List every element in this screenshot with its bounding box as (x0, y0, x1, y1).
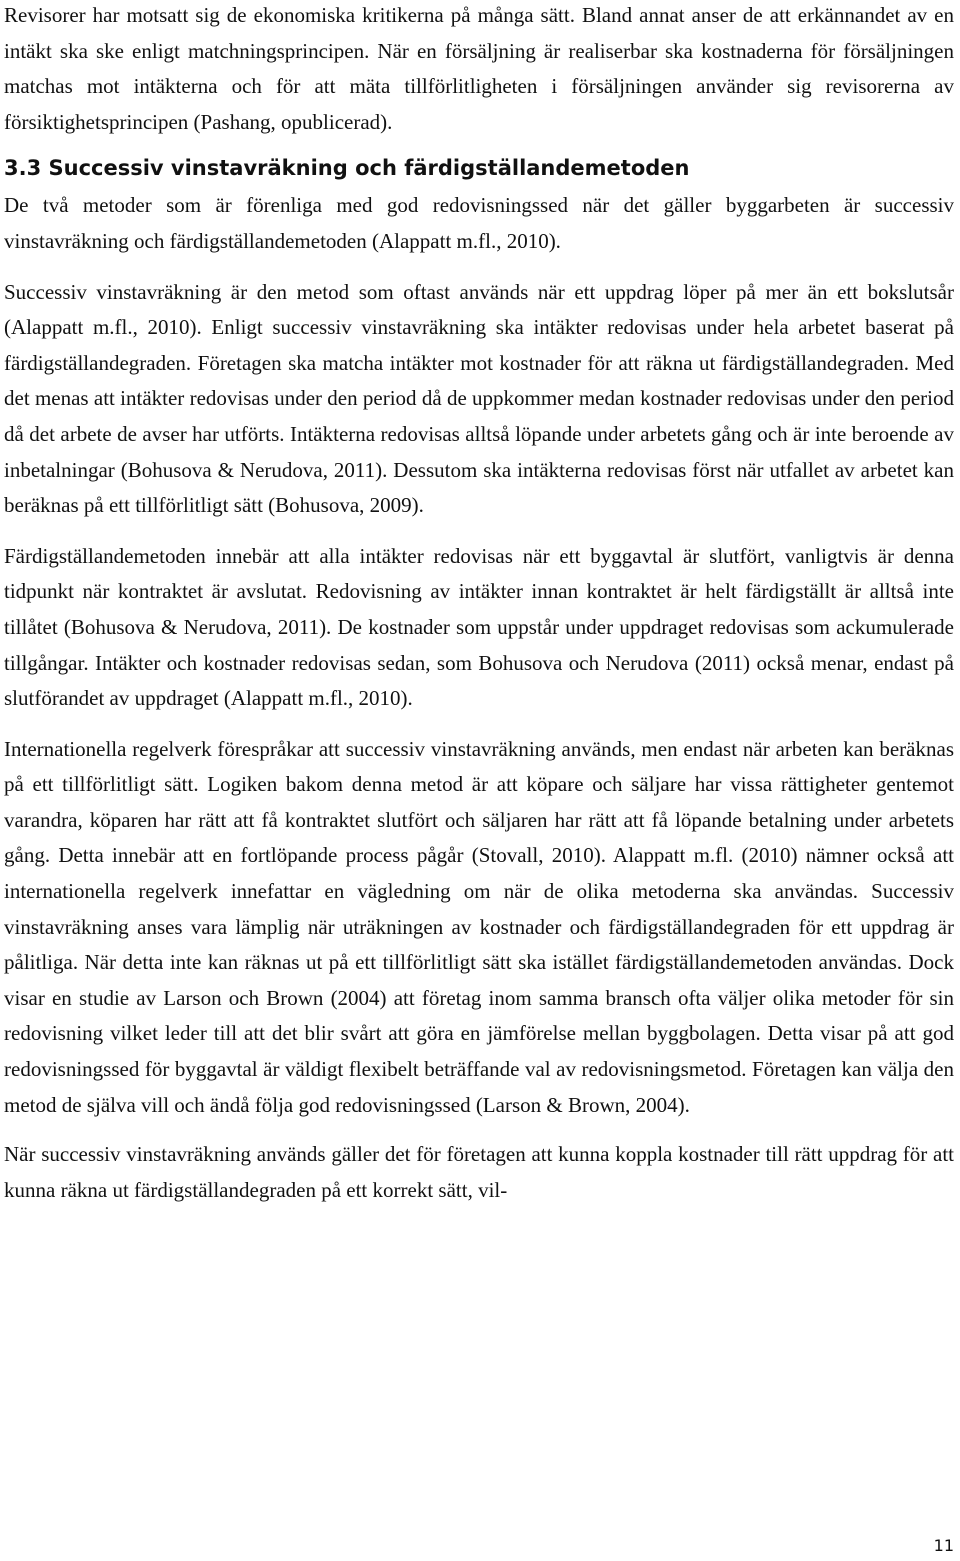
paragraph-intro: Revisorer har motsatt sig de ekonomiska kritikerna på många sätt. Bland annat anser de att erkännandet av en intäkt ska ske enligt matchningsprincipen. När en försäljning är realiserbar ska kostnaderna för försäljningen matchas mot intäkterna och för att mäta tillförlitligheten i försäljningen använder sig revisorerna av försiktighetsprincipen (Pashang, opublicerad). (4, 3, 954, 134)
paragraph-5: När successiv vinstavräkning används gäller det för företagen att kunna koppla kostnader till rätt uppdrag för att kunna räkna ut färdigställandegraden på ett korrekt sätt, vil- (4, 1142, 954, 1202)
paragraph-4: Internationella regelverk förespråkar att successiv vinstavräkning används, men endast när arbeten kan beräknas på ett tillförlitligt sätt. Logiken bakom denna metod är att köpare och säljare har vissa rättigheter gentemot varandra, köparen har rätt att få kontraktet slutfört och säljaren har rätt att få löpande betalning under arbetets gång. Detta innebär att en fortlöpande process pågår (Stovall, 2010). Alappatt m.fl. (2010) nämner också att internationella regelverk innefattar en vägledning om när de olika metoderna ska användas. Successiv vinstavräkning anses vara lämplig när uträkningen av kostnader och färdigställandegraden för ett uppdrag är pålitliga. När detta inte kan räknas ut på ett tillförlitligt sätt ska istället färdigställandemetoden användas. Dock visar en studie av Larson och Brown (2004) att företag inom samma bransch ofta väljer olika metoder för sin redovisning vilket leder till att det blir svårt att göra en jämförelse mellan byggbolagen. Detta visar på att god redovisningssed för byggavtal är väldigt flexibelt beträffande val av redovisningsmetod. Företagen kan välja den metod de själva vill och ändå följa god redovisningssed (Larson & Brown, 2004). (4, 736, 954, 1117)
section-heading: 3.3 Successiv vinstavräkning och färdigställandemetoden (4, 156, 690, 181)
document-page (4, 0, 954, 1208)
paragraph-3: Färdigställandemetoden innebär att alla intäkter redovisas när ett byggavtal är slutfört, vanligtvis är denna tidpunkt när kontraktet är avslutat. Redovisning av intäkter innan kontraktet är helt färdigställt är alltså inte tillåtet (Bohusova & Nerudova, 2011). De kostnader som uppstår under uppdraget redovisas som ackumulerade tillgångar. Intäkter och kostnader redovisas sedan, som Bohusova och Nerudova (2011) också menar, endast på slutförandet av uppdraget (Alappatt m.fl., 2010). (4, 543, 954, 711)
paragraph-2: Successiv vinstavräkning är den metod som oftast används när ett uppdrag löper på mer än ett bokslutsår (Alappatt m.fl., 2010). Enligt successiv vinstavräkning ska intäkter redovisas under hela arbetet baserat på färdigställandegraden. Företagen ska matcha intäkter mot kostnader för att räkna ut färdigställandegraden. Med det menas att intäkter redovisas under den period då de uppkommer medan kostnader redovisas under den period då det arbete de avser har utförts. Intäkterna redovisas alltså löpande under arbetets gång och är inte beroende av inbetalningar (Bohusova & Nerudova, 2011). Dessutom ska intäkterna redovisas först när utfallet av arbetet kan beräknas på ett tillförlitligt sätt (Bohusova, 2009). (4, 279, 954, 518)
paragraph-1: De två metoder som är förenliga med god redovisningssed när det gäller byggarbeten är successiv vinstavräkning och färdigställandemetoden (Alappatt m.fl., 2010). (4, 193, 954, 253)
page-number: 11 (933, 1536, 954, 1555)
